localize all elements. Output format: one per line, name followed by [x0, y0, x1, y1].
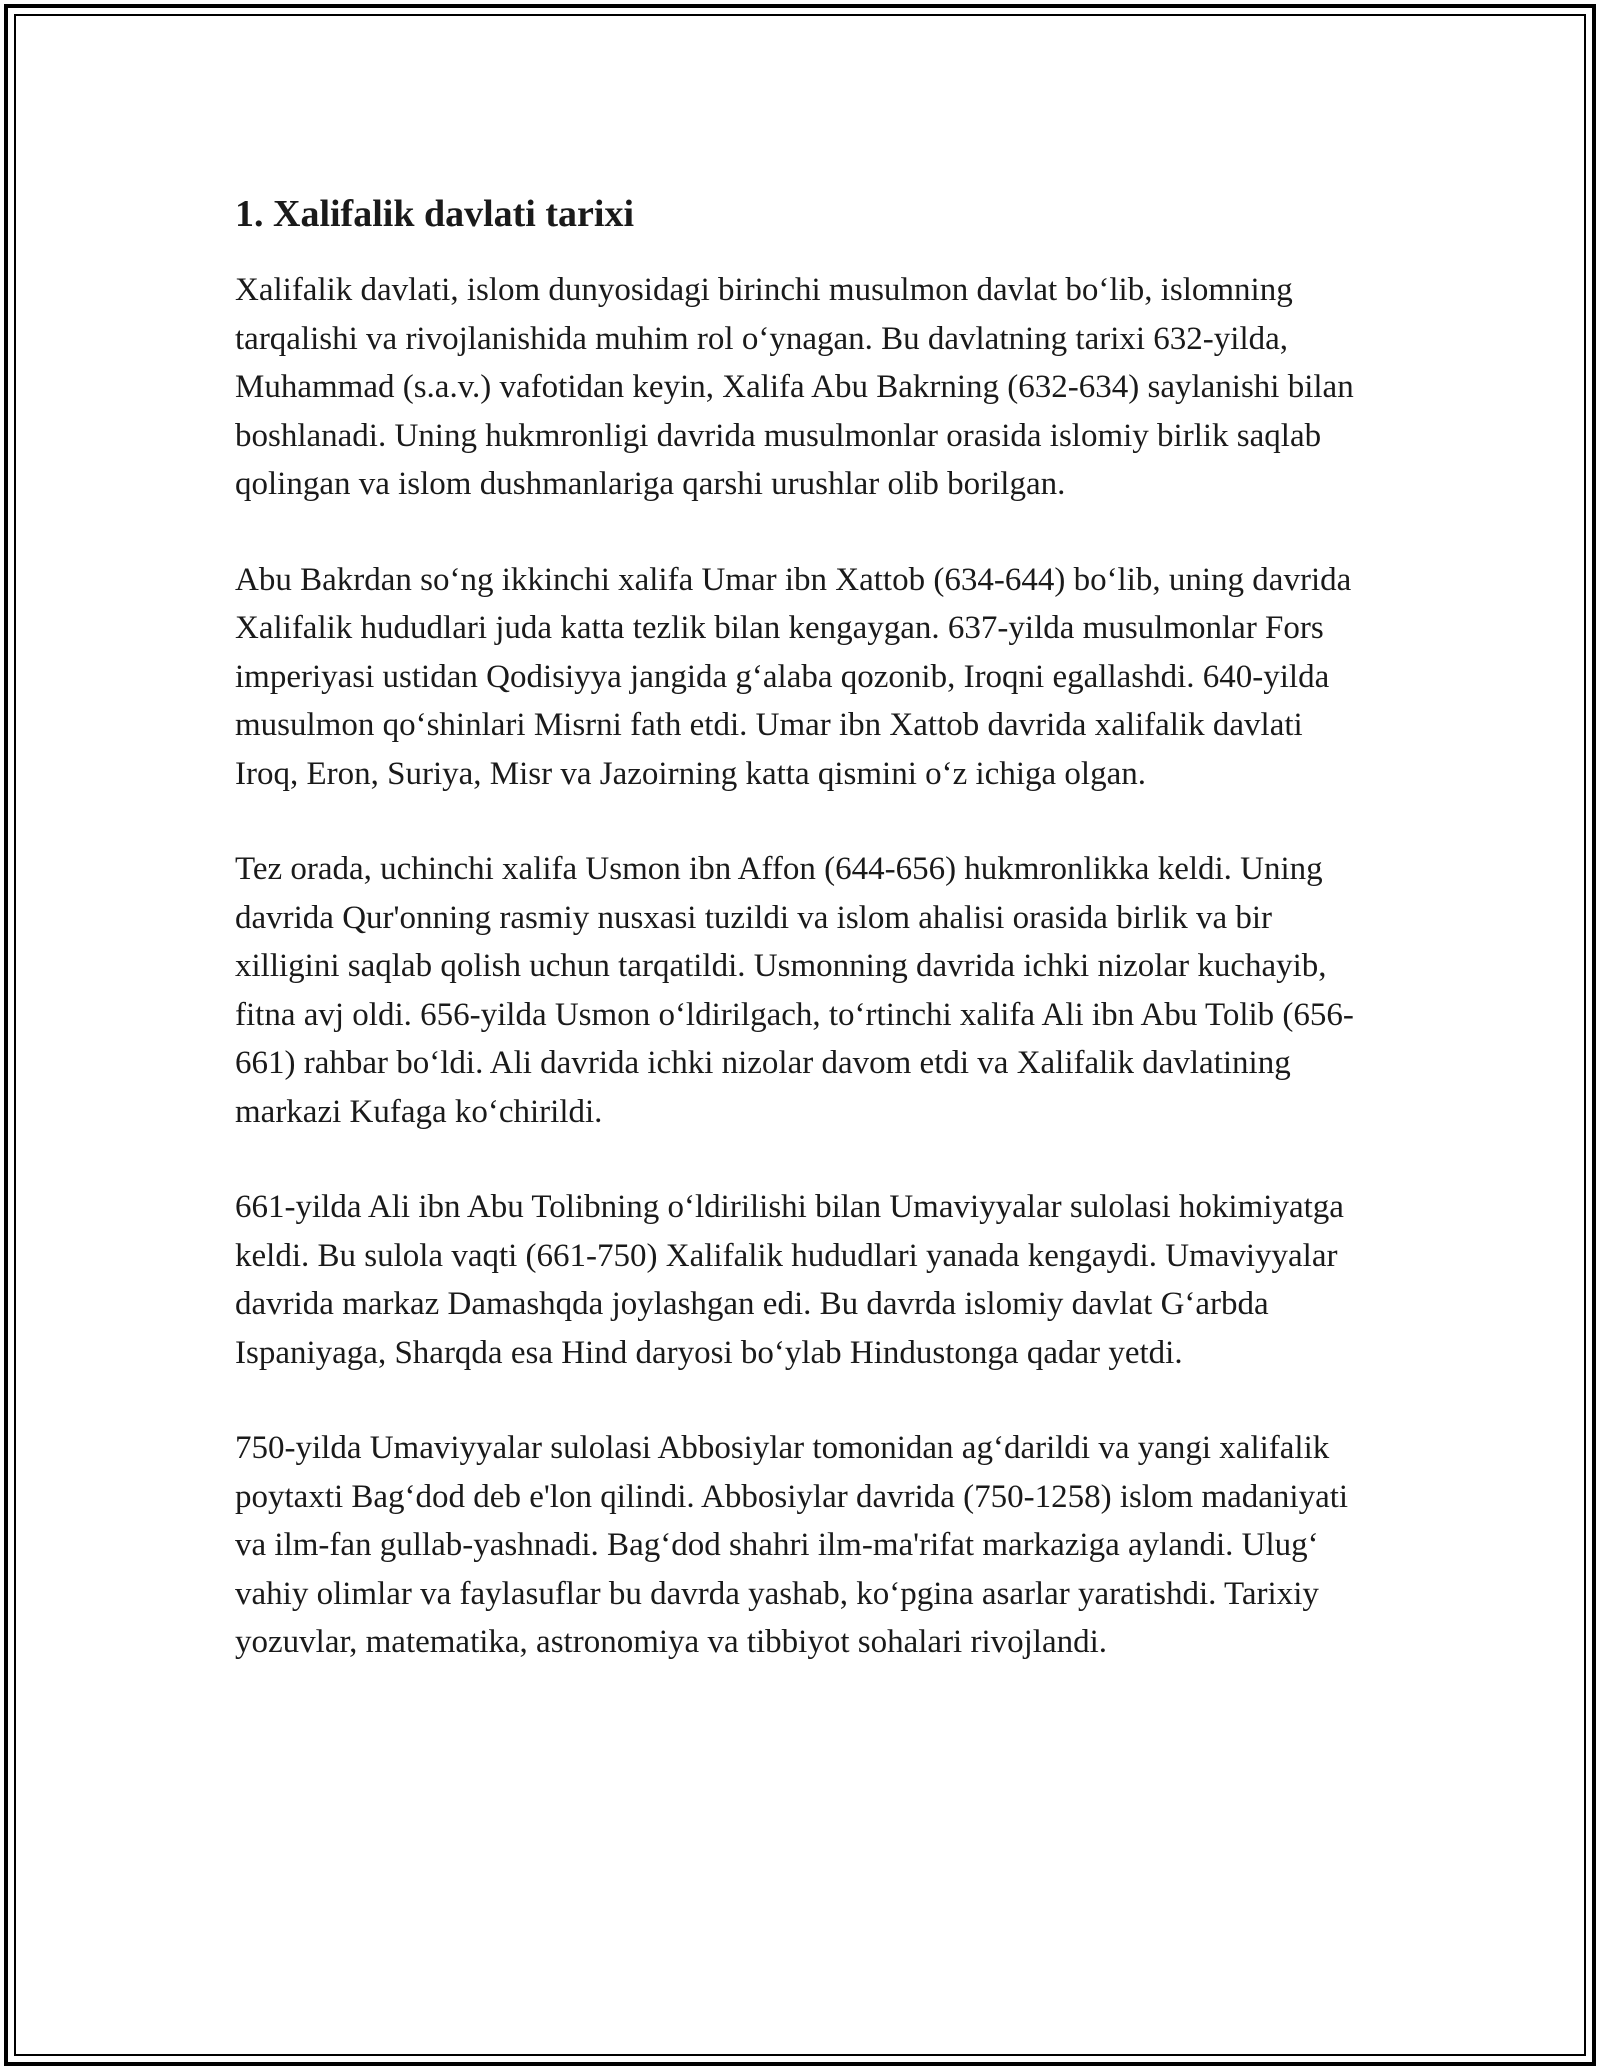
section-heading: 1. Xalifalik davlati tarixi — [235, 193, 634, 235]
paragraph-abbosiylar: 750-yilda Umaviyyalar sulolasi Abbosiylar tomonidan ag‘darildi va yangi xalifalik poytaxti Bag‘dod deb e'lon qilindi. Abbosiylar davrida (750-1258) islom madaniyati va ilm-fan gullab-yashnadi. Bag‘dod shahri ilm-ma'rifat markaziga aylandi. Ulug‘ vahiy olimlar va faylasuflar bu davrda yashab, ko‘pgina asarlar yaratishdi. Tarixiy yozuvlar, matematika, astronomiya va tibbiyot sohalari rivojlandi. — [235, 1430, 1349, 1660]
paragraph-usmon-ali: Tez orada, uchinchi xalifa Usmon ibn Affon (644-656) hukmronlikka keldi. Uning davrida Qur'onning rasmiy nusxasi tuzildi va islom ahalisi orasida birlik va bir xilligini saqlab qolish uchun tarqatildi. Usmonning davrida ichki nizolar kuchayib, fitna avj oldi. 656-yilda Usmon o‘ldirilgach, to‘rtinchi xalifa Ali ibn Abu Tolib (656-661) rahbar bo‘ldi. Ali davrida ichki nizolar davom etdi va Xalifalik davlatining markazi Kufaga ko‘chirildi. — [235, 851, 1354, 1130]
paragraph-umar: Abu Bakrdan so‘ng ikkinchi xalifa Umar ibn Xattob (634-644) bo‘lib, uning davrida Xalifalik hududlari juda katta tezlik bilan kengaygan. 637-yilda musulmonlar Fors imperiyasi ustidan Qodisiyya jangida g‘alaba qozonib, Iroqni egallashdi. 640-yilda musulmon qo‘shinlari Misrni fath etdi. Umar ibn Xattob davrida xalifalik davlati Iroq, Eron, Suriya, Misr va Jazoirning katta qismini o‘z ichiga olgan. — [235, 561, 1352, 792]
document-body — [235, 190, 1395, 1714]
paragraph-umaviyyalar: 661-yilda Ali ibn Abu Tolibning o‘ldirilishi bilan Umaviyyalar sulolasi hokimiyatga keldi. Bu sulola vaqti (661-750) Xalifalik hududlari yanada kengaydi. Umaviyyalar davrida markaz Damashqda joylashgan edi. Bu davrda islomiy davlat G‘arbda Ispaniyaga, Sharqda esa Hind daryosi bo‘ylab Hindustonga qadar yetdi. — [235, 1189, 1344, 1371]
paragraph-abu-bakr: Xalifalik davlati, islom dunyosidagi birinchi musulmon davlat bo‘lib, islomning tarqalishi va rivojlanishida muhim rol o‘ynagan. Bu davlatning tarixi 632-yilda, Muhammad (s.a.v.) vafotidan keyin, Xalifa Abu Bakrning (632-634) saylanishi bilan boshlanadi. Uning hukmronligi davrida musulmonlar orasida islomiy birlik saqlab qolingan va islom dushmanlariga qarshi urushlar olib borilgan. — [235, 272, 1354, 502]
